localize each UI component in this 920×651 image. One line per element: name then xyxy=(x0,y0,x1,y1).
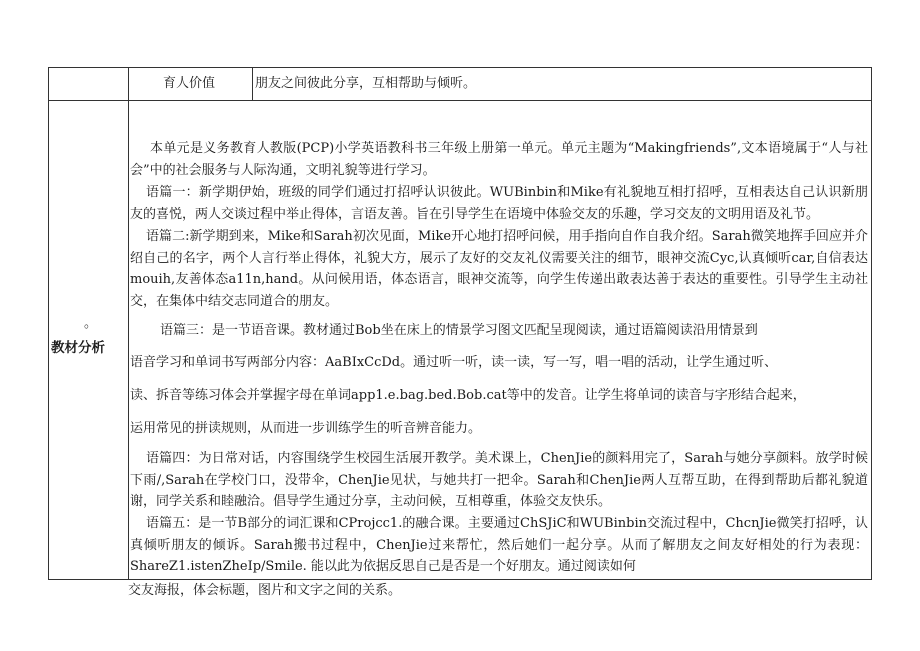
table-right-border xyxy=(871,67,872,580)
part3-line1: 语篇三：是一节语音课。教材通过Bob坐在床上的情景学习图文匹配呈现阅读，通过语篇阅读沿用情景到 xyxy=(160,323,758,338)
part4-paragraph: 语篇四：为日常对话，内容围绕学生校园生活展开教学。美术课上，ChenJie的颜料用完了，Sarah与她分享颜料。放学时候下雨/,Sarah在学校门口，没带伞，ChenJie见状，与她共打一把伞。Sarah和ChenJie两人互帮互助，在得到帮助后都礼貌道谢，同学关系和睦融洽。倡导学生通过分享，主动问候，互相尊重，体验交友快乐。 xyxy=(130,451,868,510)
intro-paragraph: 本单元是义务教育人教版(PCP)小学英语教科书三年级上册第一单元。单元主题为“Makingfriends”,文本语境属于“人与社会”中的社会服务与人际沟通，文明礼貌等进行学习。 xyxy=(130,141,868,178)
part5-paragraph: 语篇五：是一节B部分的词汇课和CProjcc1.的融合课。主要通过ChSJiC和WUBinbin交流过程中，ChcnJie微笑打招呼，认真倾听朋友的倾诉。Sarah搬书过程中，ChenJie过来帮忙，然后她们一起分享。从而了解朋友之间友好相处的行为表现：ShareZ1.istenZheIp/Smile. 能以此为依据反思自己是否是一个好朋友。通过阅读如何 xyxy=(130,516,868,575)
row1-value: 朋友之间彼此分享，互相帮助与倾听。 xyxy=(255,76,477,91)
part3-line2: 语音学习和单词书写两部分内容：AaBIxCcDd。通过听一听，读一读，写一写，唱一唱的活动，让学生通过听、 xyxy=(130,355,778,370)
part1-paragraph: 语篇一：新学期伊始，班级的同学们通过打招呼认识彼此。WUBinbin和Mike有礼貌地互相打招呼，互相表达自己认识新朋友的喜悦，两人交谈过程中举止得体，言语友善。旨在引导学生在语境中体验交友的乐趣，学习交友的文明用语及礼节。 xyxy=(130,185,868,222)
part3-line3: 读、拆音等练习体会并掌握字母在单词app1.e.bag.bed.Bob.cat等中的发音。让学生将单词的读音与字形结合起来， xyxy=(130,388,806,403)
table-top-border xyxy=(48,67,872,68)
trailing-text: 交友海报，体会标题，图片和文字之间的关系。 xyxy=(128,583,402,598)
row-divider xyxy=(48,100,872,101)
part2-paragraph: 语篇二:新学期到来，Mike和Sarah初次见面，Mike开心地打招呼问候，用手指向自作自我介绍。Sarah微笑地挥手回应并介绍自己的名字，两个人言行举止得体，礼貌大方，展示了友好的交友礼仪需要关注的细节，眼神交流Cyc,认真倾听car,自信表达mouih,友善体态a11n,hand。从问候用语，体态语言，眼神交流等，向学生传递出敢表达善于表达的重要性。引导学生主动社交，在集体中结交志同道合的朋友。 xyxy=(130,229,868,309)
row2-label: 教材分析 xyxy=(51,340,105,356)
part3-line4: 运用常见的拼读规则，从而进一步训练学生的听音辨音能力。 xyxy=(130,421,482,436)
row2-marker: 。 xyxy=(84,316,98,331)
row1-label: 育人价值 xyxy=(163,76,216,91)
table-left-border xyxy=(48,67,49,580)
column-divider-1 xyxy=(128,67,129,580)
column-divider-2 xyxy=(252,67,253,100)
